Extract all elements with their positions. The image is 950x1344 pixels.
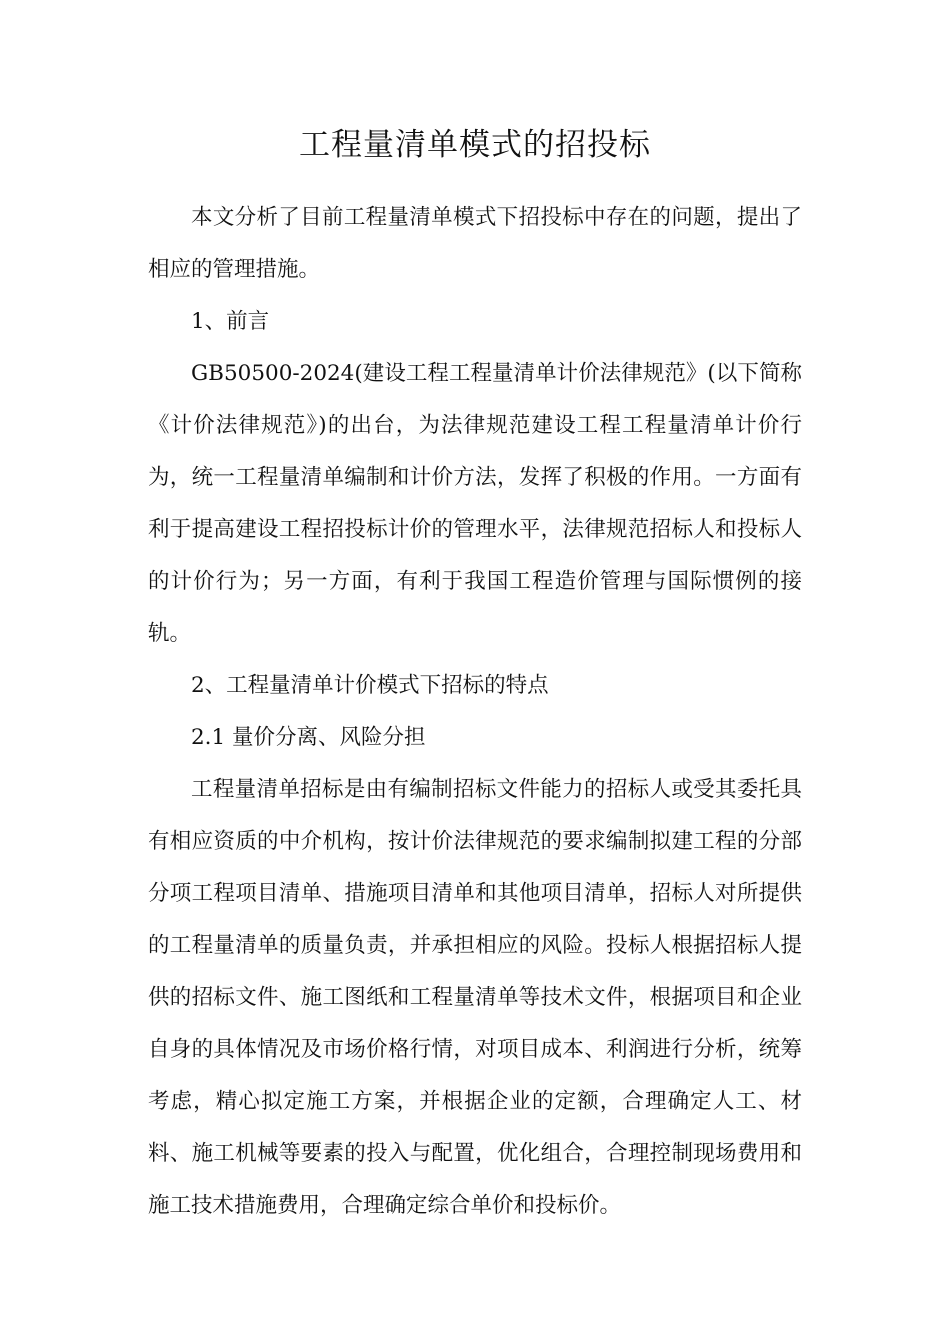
section-1-heading: 1、前言 [191, 309, 270, 334]
document-title: 工程量清单模式的招投标 [299, 127, 651, 163]
document-body [148, 192, 802, 1232]
intro-paragraph: 本文分析了目前工程量清单模式下招投标中存在的问题，提出了相应的管理措施。 [148, 205, 802, 282]
section-2-1-paragraph: 工程量清单招标是由有编制招标文件能力的招标人或受其委托具有相应资质的中介机构，按计价法律规范的要求编制拟建工程的分部分项工程项目清单、措施项目清单和其他项目清单，招标人对所提供的工程量清单的质量负责，并承担相应的风险。投标人根据招标人提供的招标文件、施工图纸和工程量清单等技术文件，根据项目和企业自身的具体情况及市场价格行情，对项目成本、利润进行分析，统筹考虑，精心拟定施工方案，并根据企业的定额，合理确定人工、材料、施工机械等要素的投入与配置，优化组合，合理控制现场费用和施工技术措施费用，合理确定综合单价和投标价。 [148, 777, 802, 1218]
section-2-heading: 2、工程量清单计价模式下招标的特点 [191, 673, 549, 698]
section-2-1-heading: 2.1 量价分离、风险分担 [191, 725, 426, 750]
section-1-paragraph: GB50500-2024(建设工程工程量清单计价法律规范》(以下简称《计价法律规范》)的出台，为法律规范建设工程工程量清单计价行为，统一工程量清单编制和计价方法，发挥了积极的作用。一方面有利于提高建设工程招投标计价的管理水平，法律规范招标人和投标人的计价行为；另一方面，有利于我国工程造价管理与国际惯例的接轨。 [148, 361, 802, 646]
